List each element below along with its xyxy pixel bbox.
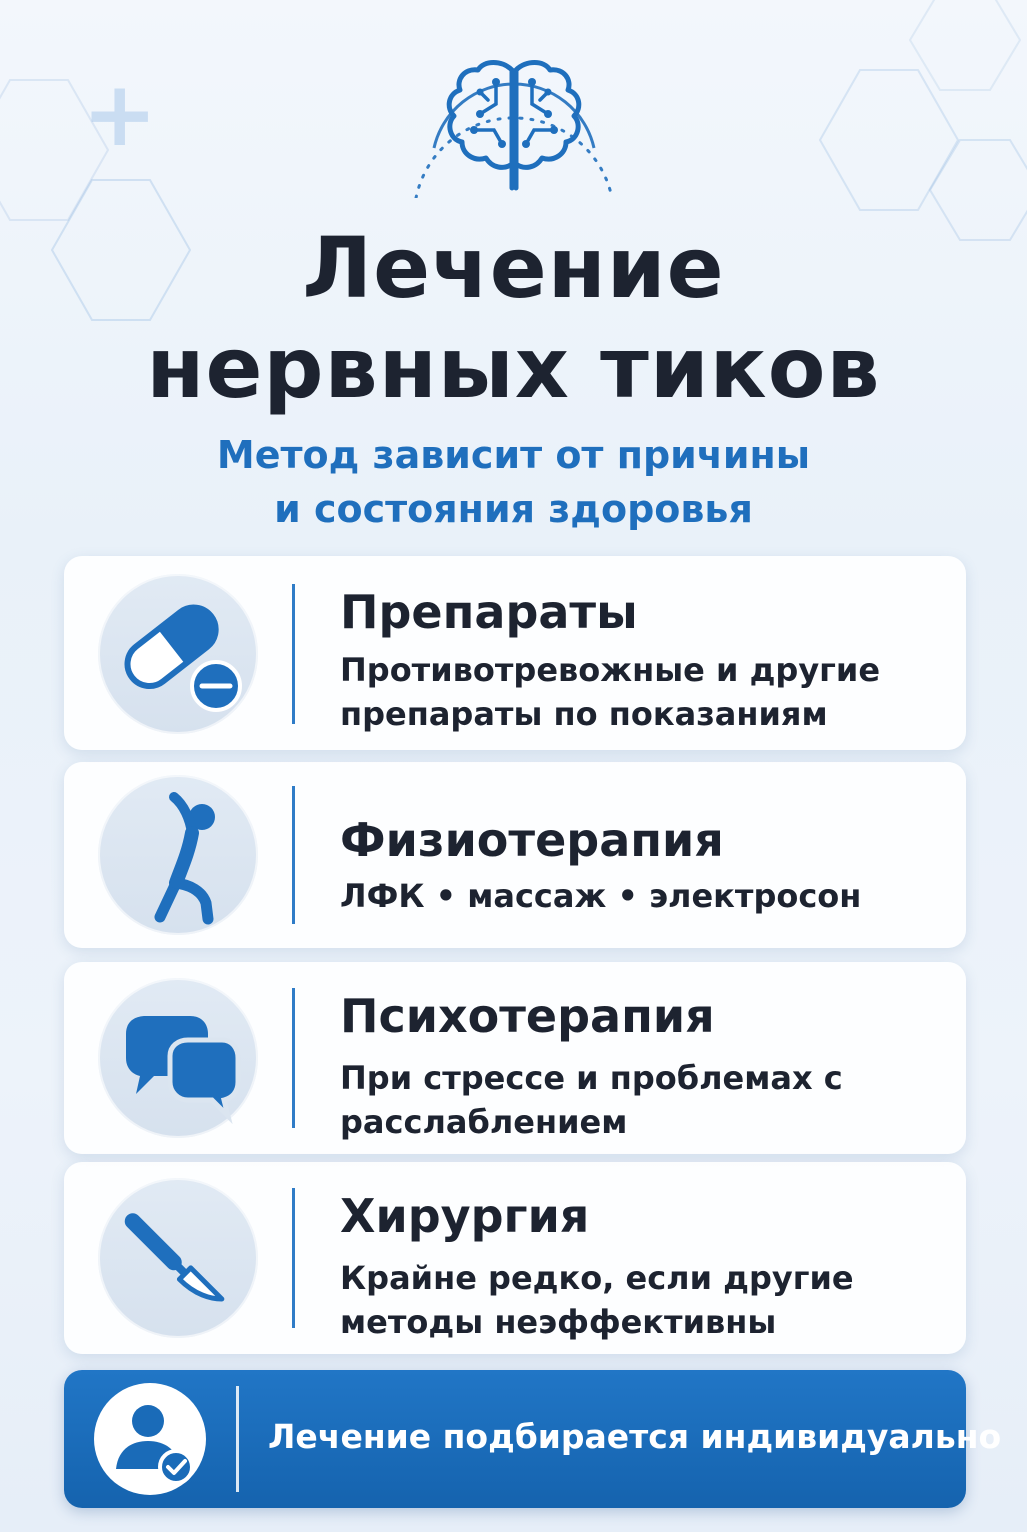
- exercise-icon: [98, 775, 258, 935]
- subtitle-line-2: и состояния здоровья: [274, 487, 753, 531]
- brain-icon: [404, 48, 624, 198]
- method-card-surgery: [64, 1162, 966, 1354]
- method-description: Крайне редко, если другие методы неэффективны: [340, 1259, 854, 1341]
- card-divider: [292, 1188, 295, 1328]
- method-title: Препараты: [340, 585, 638, 639]
- medical-cross-icon: +: [82, 62, 158, 167]
- method-card-medication: [64, 556, 966, 750]
- method-card-psychotherapy: [64, 962, 966, 1154]
- page-subtitle: [0, 428, 1027, 536]
- footer-text: Лечение подбирается индивидуально: [268, 1417, 1002, 1456]
- card-divider: [292, 584, 295, 724]
- method-description: Противотревожные и другие препараты по показаниям: [340, 651, 881, 733]
- page-title: [0, 218, 1027, 418]
- page-title-text: Лечение нервных тиков: [146, 219, 881, 417]
- method-card-physiotherapy: [64, 762, 966, 948]
- card-divider: [292, 786, 295, 924]
- method-title: Хирургия: [340, 1189, 590, 1243]
- subtitle-line-1: Метод зависит от причины: [216, 433, 811, 477]
- method-title: Психотерапия: [340, 989, 715, 1043]
- card-divider: [292, 988, 295, 1128]
- footer-banner: [64, 1370, 1002, 1508]
- user-check-icon: [94, 1383, 206, 1495]
- footer-divider: [236, 1386, 239, 1492]
- method-description: При стрессе и проблемах с расслаблением: [340, 1059, 843, 1141]
- chat-bubbles-icon: [98, 978, 258, 1138]
- method-description: ЛФК • массаж • электросон: [340, 877, 862, 915]
- scalpel-icon: [98, 1178, 258, 1338]
- pill-icon: [98, 574, 258, 734]
- method-title: Физиотерапия: [340, 813, 724, 867]
